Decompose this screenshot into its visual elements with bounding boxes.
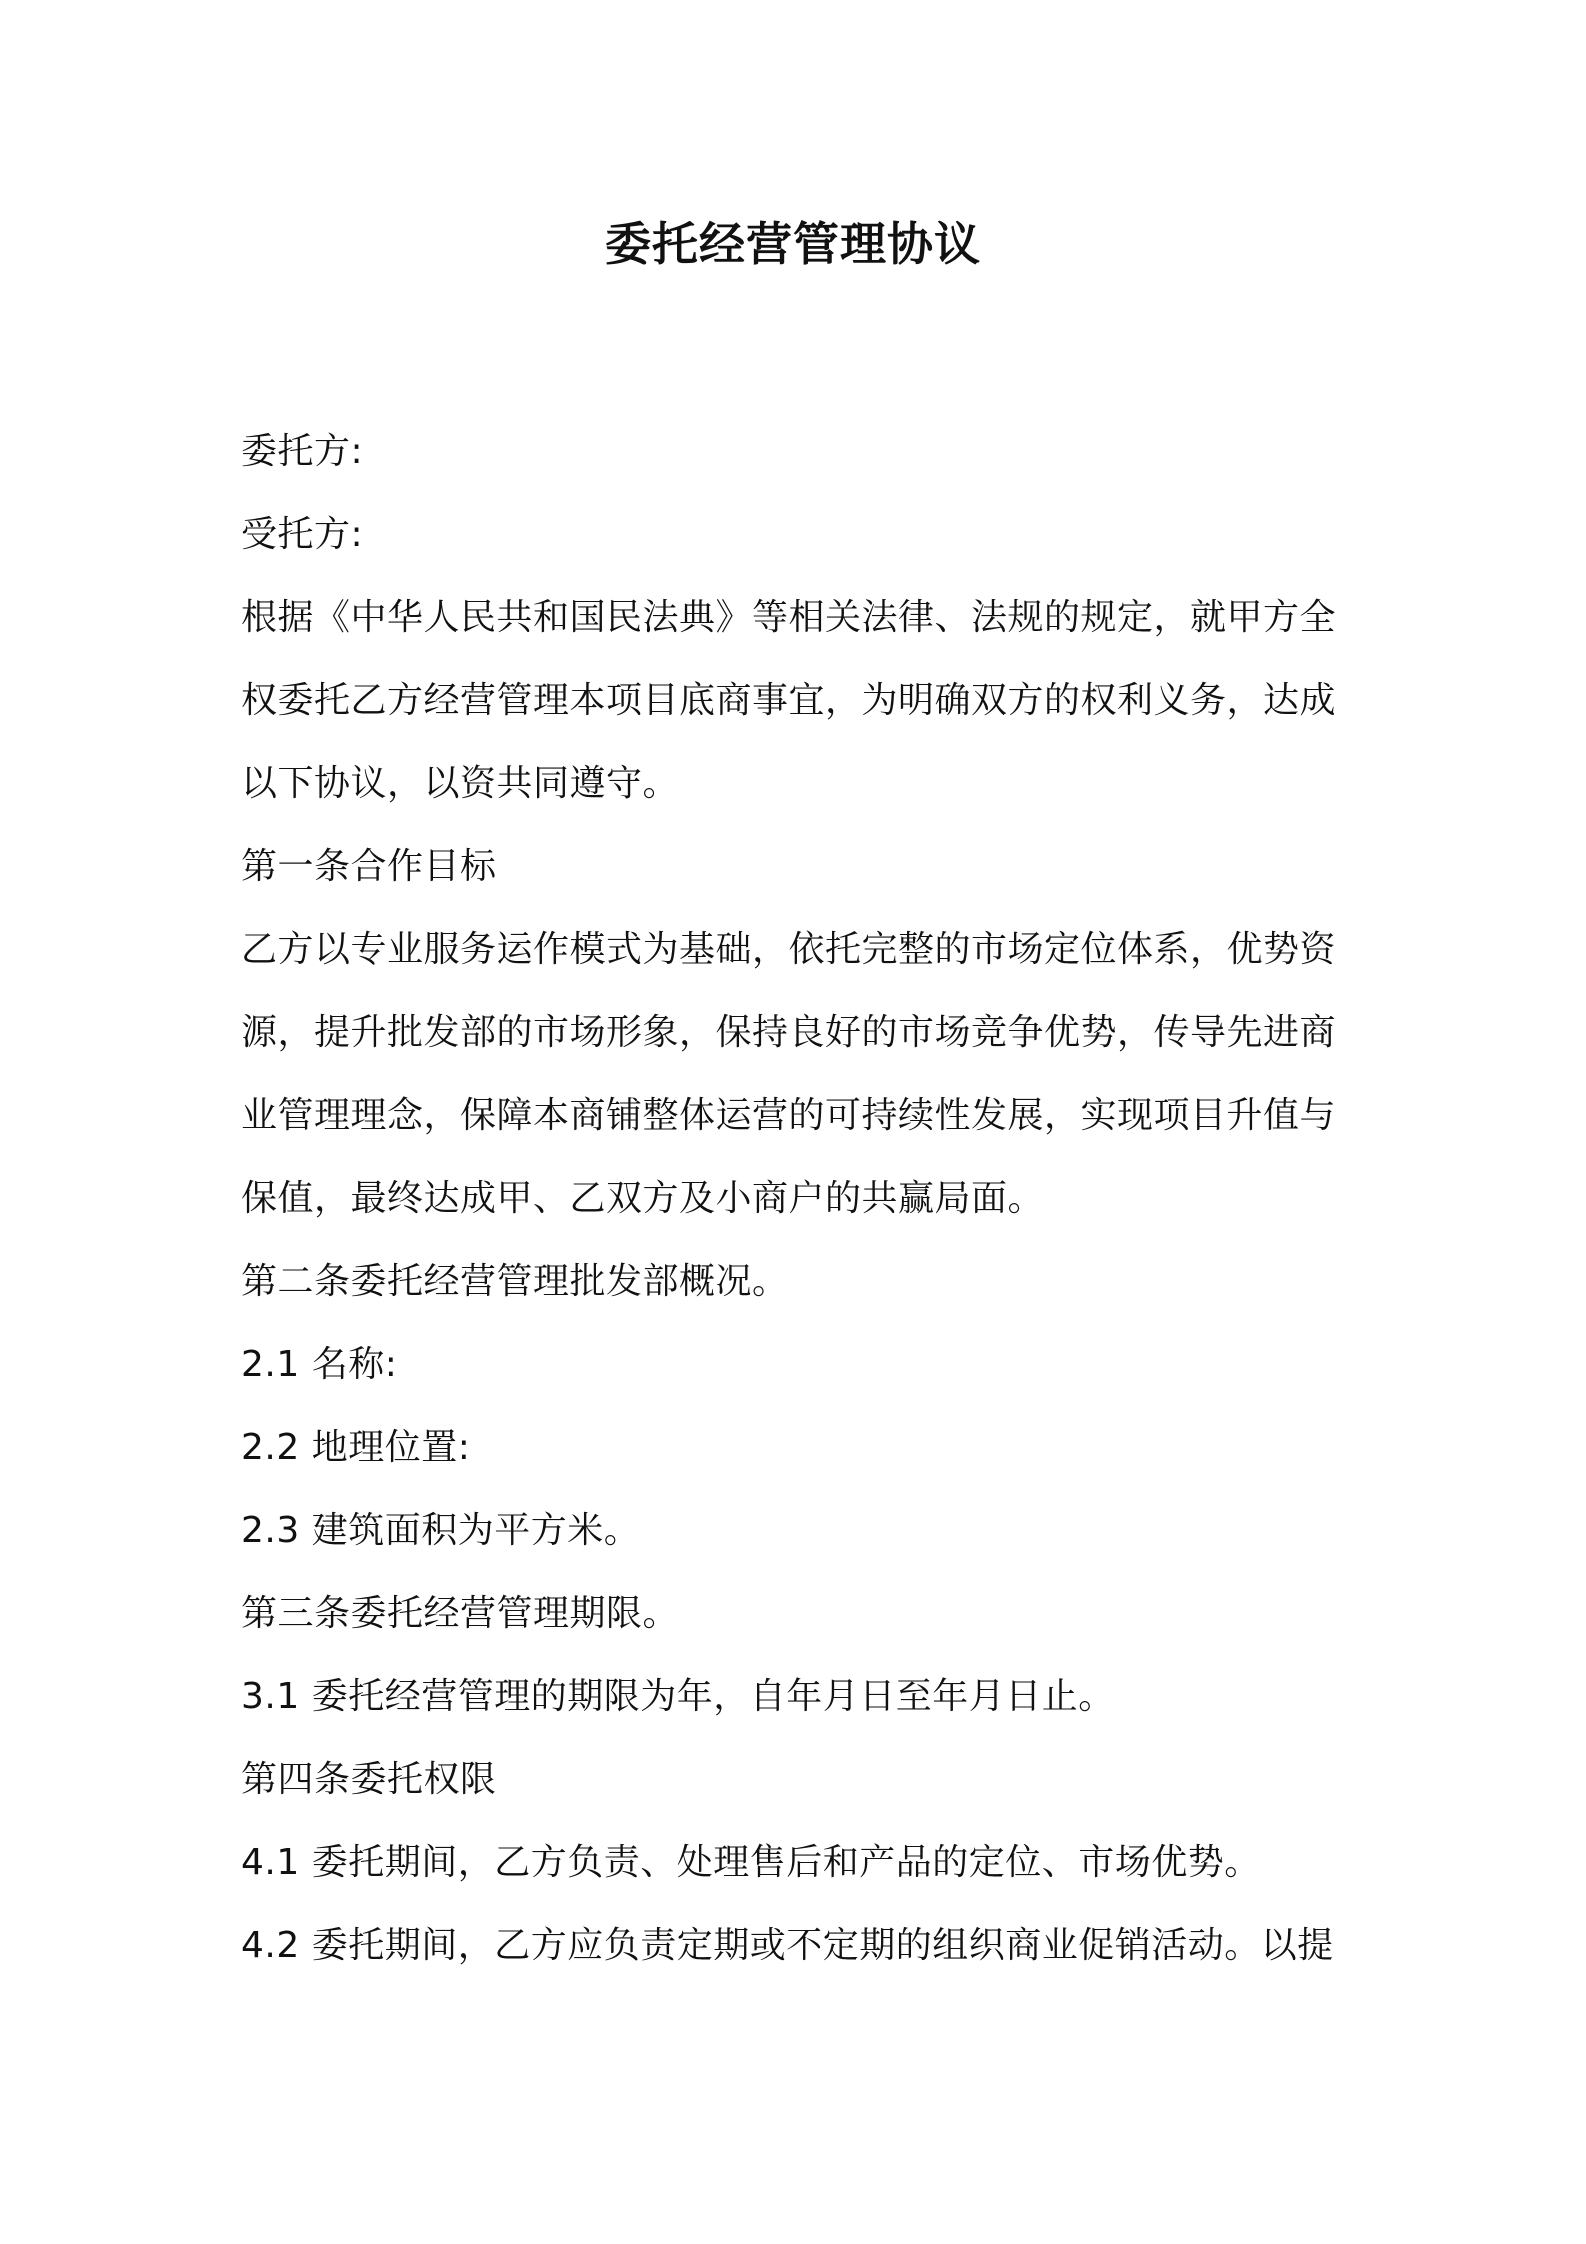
clause-2-1-line: 2.1 名称: [241,1344,398,1385]
preamble-line: 以下协议，以资共同遵守。 [241,763,680,804]
party-entrusted-line: 受托方: [241,514,364,555]
preamble-line: 权委托乙方经营管理本项目底商事宜，为明确双方的权利义务，达成 [241,680,1337,721]
article-1-text-line: 业管理理念，保障本商铺整体运营的可持续性发展，实现项目升值与 [241,1095,1337,1136]
clause-2-2-line: 2.2 地理位置: [241,1427,471,1468]
clause-4-1-line: 4.1 委托期间，乙方负责、处理售后和产品的定位、市场优势。 [241,1842,1261,1883]
clause-3-1-line: 3.1 委托经营管理的期限为年，自年月日至年月日止。 [241,1676,1115,1717]
document-body [241,410,1356,1987]
document-title: 委托经营管理协议 [605,217,981,271]
article-1-text-line: 保值，最终达成甲、乙双方及小商户的共赢局面。 [241,1178,1045,1219]
article-3-heading: 第三条委托经营管理期限。 [241,1593,680,1634]
article-1-heading: 第一条合作目标 [241,846,497,887]
preamble-line: 根据《中华人民共和国民法典》等相关法律、法规的规定，就甲方全 [241,597,1337,638]
article-2-heading: 第二条委托经营管理批发部概况。 [241,1261,789,1302]
party-entrusting-line: 委托方: [241,431,364,472]
article-4-heading: 第四条委托权限 [241,1759,497,1800]
clause-4-2-line: 4.2 委托期间，乙方应负责定期或不定期的组织商业促销活动。以提 [241,1925,1334,1966]
clause-2-3-line: 2.3 建筑面积为平方米。 [241,1510,641,1551]
article-1-text-line: 源，提升批发部的市场形象，保持良好的市场竞争优势，传导先进商 [241,1012,1337,1053]
article-1-text-line: 乙方以专业服务运作模式为基础，依托完整的市场定位体系，优势资 [241,929,1337,970]
